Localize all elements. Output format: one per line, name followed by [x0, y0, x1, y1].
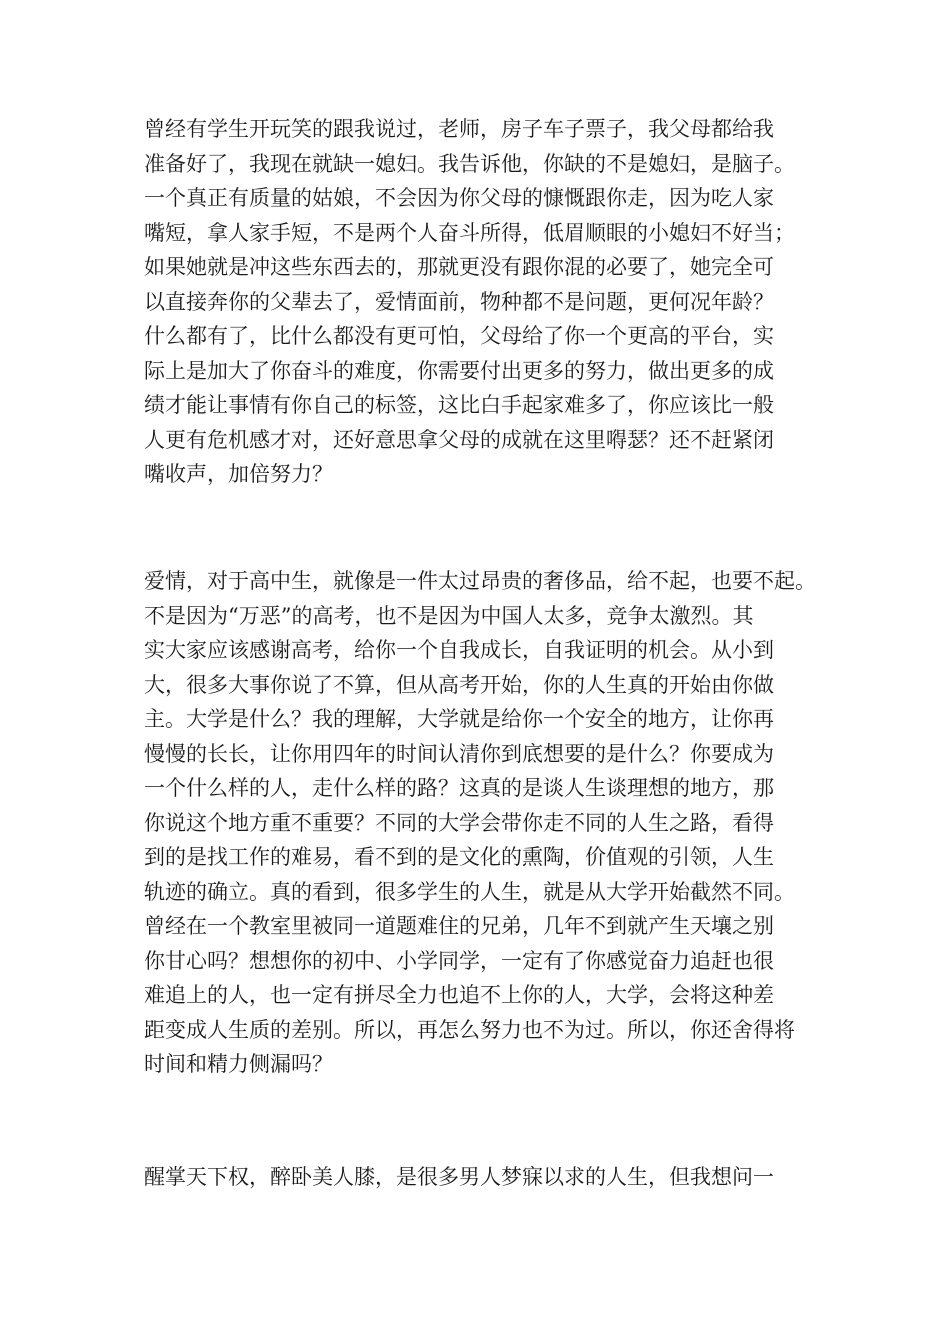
- text-line: 慢慢的长长，让你用四年的时间认清你到底想要的是什么？你要成为: [144, 741, 774, 766]
- text-line: 以直接奔你的父辈去了，爱情面前，物种都不是问题，更何况年龄？: [144, 289, 774, 314]
- text-line: 大，很多大事你说了不算，但从高考开始，你的人生真的开始由你做: [144, 672, 774, 697]
- text-line: 人更有危机感才对，还好意思拿父母的成就在这里嘚瑟？还不赶紧闭: [144, 427, 774, 452]
- text-line: 到的是找工作的难易，看不到的是文化的熏陶，价值观的引领，人生: [144, 845, 774, 869]
- text-line: 际上是加大了你奋斗的难度，你需要付出更多的努力，做出更多的成: [144, 358, 774, 383]
- text-line: 爱情，对于高中生，就像是一件太过昂贵的奢侈品，给不起，也要不起。: [144, 569, 816, 593]
- text-line: 你甘心吗？想想你的初中、小学同学，一定有了你感觉奋力追赶也很: [144, 948, 774, 973]
- text-line: 一个什么样的人，走什么样的路？这真的是谈人生谈理想的地方，那: [144, 776, 774, 800]
- text-line: 醒掌天下权，醉卧美人膝，是很多男人梦寐以求的人生，但我想问一: [144, 1165, 774, 1189]
- text-line: 距变成人生质的差别。所以，再怎么努力也不为过。所以，你还舍得将: [144, 1017, 795, 1042]
- text-line: 什么都有了，比什么都没有更可怕，父母给了你一个更高的平台，实: [144, 324, 774, 348]
- text-line: 时间和精力侧漏吗？: [144, 1052, 333, 1076]
- paragraph: [144, 564, 824, 1082]
- text-line: 实大家应该感谢高考，给你一个自我成长，自我证明的机会。从小到: [144, 638, 774, 662]
- paragraph: [144, 112, 824, 492]
- text-line: 曾经有学生开玩笑的跟我说过，老师，房子车子票子，我父母都给我: [144, 117, 774, 141]
- text-line: 嘴收声，加倍努力？: [144, 462, 333, 486]
- text-line: 绩才能让事情有你自己的标签，这比白手起家难多了，你应该比一般: [144, 393, 774, 417]
- paragraph: [144, 1160, 824, 1195]
- text-line: 曾经在一个教室里被同一道题难住的兄弟，几年不到就产生天壤之别: [144, 914, 774, 938]
- text-line: 轨迹的确立。真的看到，很多学生的人生，就是从大学开始截然不同。: [144, 879, 795, 904]
- text-line: 难追上的人，也一定有拼尽全力也追不上你的人，大学，会将这种差: [144, 983, 774, 1007]
- text-line: 主。大学是什么？我的理解，大学就是给你一个安全的地方，让你再: [144, 707, 774, 731]
- text-line: 你说这个地方重不重要？不同的大学会带你走不同的人生之路，看得: [144, 810, 774, 835]
- text-line: 嘴短，拿人家手短，不是两个人奋斗所得，低眉顺眼的小媳妇不好当；: [144, 220, 795, 245]
- text-line: 一个真正有质量的姑娘，不会因为你父母的慷慨跟你走，因为吃人家: [144, 186, 774, 210]
- text-line: 不是因为“万恶”的高考，也不是因为中国人太多，竞争太激烈。其: [144, 603, 754, 628]
- text-line: 如果她就是冲这些东西去的，那就更没有跟你混的必要了，她完全可: [144, 255, 774, 279]
- text-line: 准备好了，我现在就缺一媳妇。我告诉他，你缺的不是媳妇，是脑子。: [144, 151, 795, 176]
